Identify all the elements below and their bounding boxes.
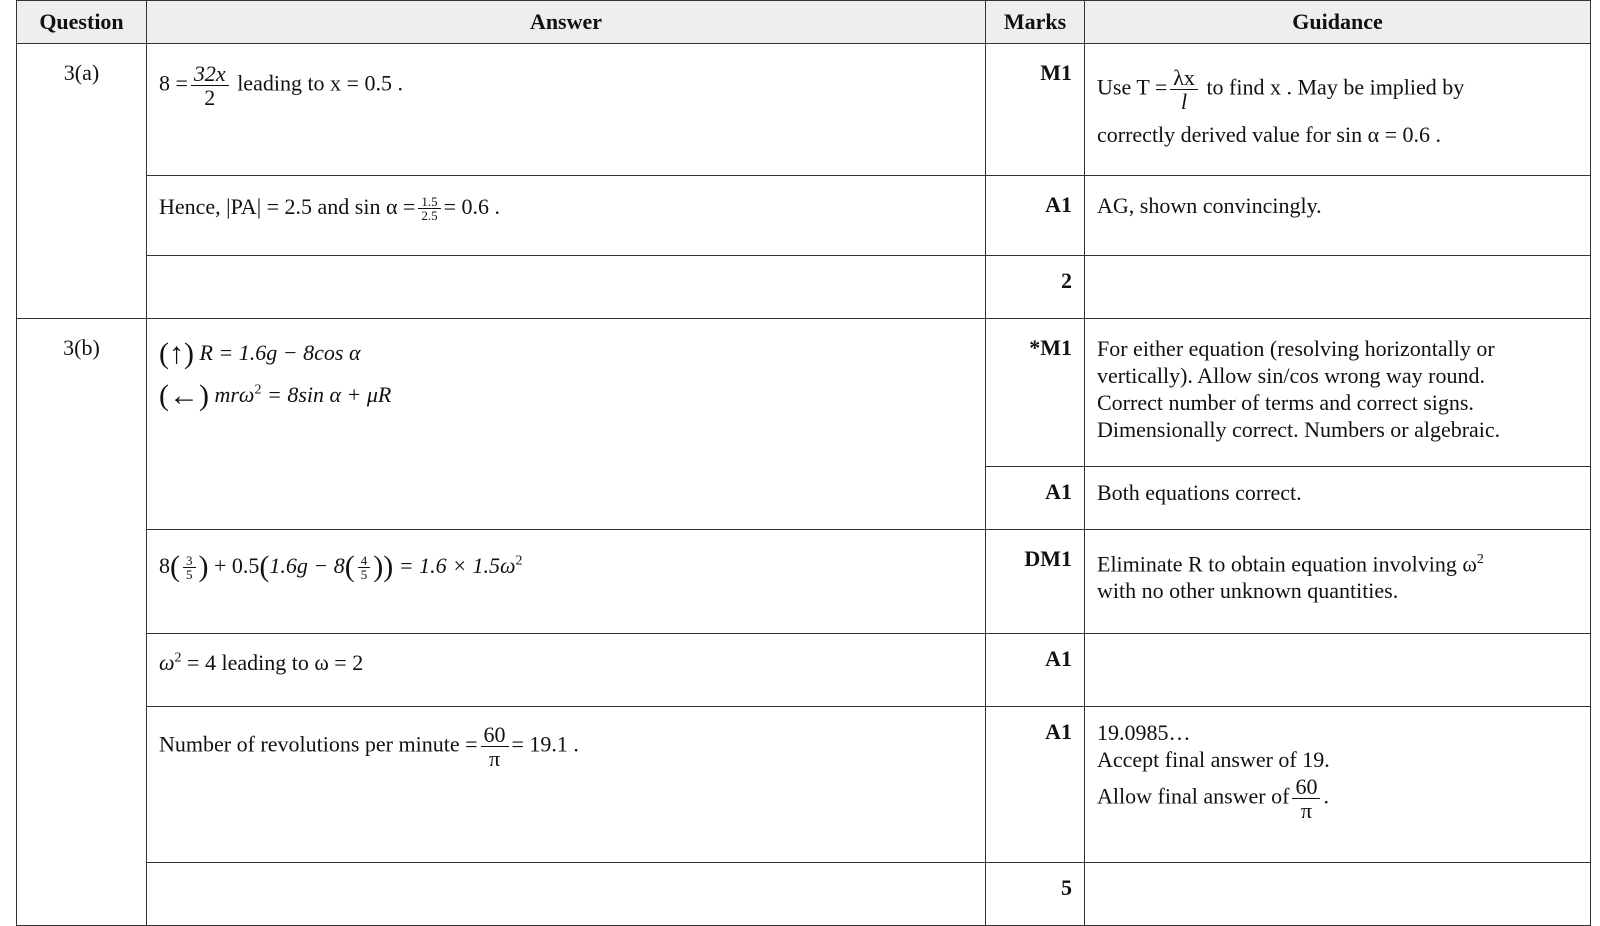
header-question: Question <box>17 1 147 44</box>
guidance-text: 19.0985… <box>1097 720 1191 745</box>
table-row <box>17 256 1591 319</box>
table-row <box>17 319 1591 467</box>
mark-cell: A1 <box>986 176 1085 256</box>
guidance-text: to find x . May be implied by <box>1200 74 1465 100</box>
answer-text: + 0.5 <box>208 553 260 578</box>
guidance-text: with no other unknown quantities. <box>1097 578 1399 604</box>
superscript: 2 <box>174 650 182 666</box>
fraction-denominator: π <box>1300 798 1312 824</box>
fraction-numerator: 4 <box>358 554 371 569</box>
superscript: 2 <box>515 553 523 569</box>
mark-cell: M1 <box>986 44 1085 176</box>
answer-text: leading to x = 0.5 . <box>231 70 403 96</box>
mark-cell: A1 <box>986 634 1085 707</box>
mark-scheme-table <box>16 0 1591 926</box>
total-marks-3b: 5 <box>986 863 1085 926</box>
header-marks: Marks <box>986 1 1085 44</box>
fraction-numerator: λx <box>1170 66 1198 90</box>
mark-cell: DM1 <box>986 530 1085 634</box>
guidance-text: Eliminate R to obtain equation involving ω <box>1097 551 1477 577</box>
answer-text: = 19.1 . <box>511 731 579 757</box>
guidance-cell <box>1085 530 1591 634</box>
fraction-denominator: l <box>1181 89 1188 115</box>
answer-text: 1.6g − 8 <box>269 553 345 578</box>
guidance-cell-empty <box>1085 863 1591 926</box>
fraction-numerator: 32x <box>191 62 229 86</box>
guidance-cell-empty <box>1085 256 1591 319</box>
fraction <box>481 723 509 770</box>
mark-cell: *M1 <box>986 319 1085 467</box>
question-label-3b: 3(b) <box>17 319 147 926</box>
fraction-numerator: 3 <box>183 554 196 569</box>
answer-text: = 4 leading to ω = 2 <box>181 650 364 675</box>
mark-cell: A1 <box>986 467 1085 530</box>
fraction-denominator: 2.5 <box>421 208 438 224</box>
guidance-text: Dimensionally correct. Numbers or algebraic. <box>1097 417 1501 442</box>
fraction <box>1170 66 1198 113</box>
answer-cell-empty <box>147 256 986 319</box>
guidance-cell: Both equations correct. <box>1085 467 1591 530</box>
superscript: 2 <box>1476 552 1484 567</box>
header-row <box>17 1 1591 44</box>
guidance-text: Use T = <box>1097 74 1168 100</box>
table-row <box>17 176 1591 256</box>
answer-text: 8 = <box>159 70 188 96</box>
header-guidance: Guidance <box>1085 1 1591 44</box>
mark-cell: A1 <box>986 707 1085 863</box>
fraction-numerator: 60 <box>1292 775 1320 799</box>
answer-text: R = 1.6g − 8cos α <box>193 340 361 365</box>
answer-text: = 8sin α + μR <box>261 382 392 407</box>
answer-text: mrω <box>208 382 255 407</box>
fraction-denominator: 5 <box>186 567 193 583</box>
guidance-text: correctly derived value for sin α = 0.6 . <box>1097 122 1442 148</box>
mark-scheme-sheet <box>16 0 1590 900</box>
table-row <box>17 863 1591 926</box>
fraction-denominator: 2 <box>204 85 216 111</box>
fraction-denominator: 5 <box>360 567 368 583</box>
answer-cell <box>147 44 986 176</box>
fraction <box>191 62 229 109</box>
answer-cell <box>147 176 986 256</box>
guidance-cell <box>1085 44 1591 176</box>
left-arrow-icon: (←) <box>159 379 209 412</box>
table-row <box>17 634 1591 707</box>
table-row <box>17 707 1591 863</box>
answer-cell: 8( $\frac{3}{5}$ ) + 0.5(1.6g − 8( $\frac{4}{5}$ )) = $1.6 \times 1.5\omega^2$ <box>147 530 986 634</box>
answer-cell-empty <box>147 863 986 926</box>
guidance-text: Accept final answer of 19. <box>1097 747 1330 772</box>
fraction <box>183 554 196 582</box>
guidance-text: . <box>1323 783 1329 809</box>
fraction-numerator: 1.5 <box>418 195 440 210</box>
guidance-cell-empty <box>1085 634 1591 707</box>
fraction-numerator: 60 <box>481 723 509 747</box>
answer-text: 8 <box>159 553 170 578</box>
header-answer: Answer <box>147 1 986 44</box>
fraction <box>418 195 440 223</box>
fraction <box>1292 775 1320 822</box>
table-row <box>17 530 1591 634</box>
guidance-text: Allow final answer of <box>1097 783 1290 809</box>
guidance-cell <box>1085 707 1591 863</box>
question-label-3a: 3(a) <box>17 44 147 319</box>
answer-text: = 1.6 × 1.5ω <box>393 553 516 578</box>
answer-cell <box>147 634 986 707</box>
answer-text: Number of revolutions per minute = <box>159 731 478 757</box>
answer-text: = 0.6 . <box>443 194 501 219</box>
table-row <box>17 44 1591 176</box>
guidance-cell: AG, shown convincingly. <box>1085 176 1591 256</box>
guidance-text: For either equation (resolving horizontally or <box>1097 336 1495 361</box>
answer-cell <box>147 319 986 530</box>
guidance-cell <box>1085 319 1591 467</box>
up-arrow-icon: (↑) <box>159 337 194 370</box>
total-marks-3a: 2 <box>986 256 1085 319</box>
answer-text: ω <box>159 650 175 675</box>
fraction <box>358 554 371 582</box>
guidance-text: Correct number of terms and correct signs. <box>1097 390 1474 415</box>
guidance-text: vertically). Allow sin/cos wrong way round. <box>1097 363 1485 388</box>
answer-cell <box>147 707 986 863</box>
superscript: 2 <box>254 382 262 398</box>
answer-text: Hence, |PA| = 2.5 and sin α = <box>159 194 416 219</box>
fraction-denominator: π <box>488 746 501 772</box>
